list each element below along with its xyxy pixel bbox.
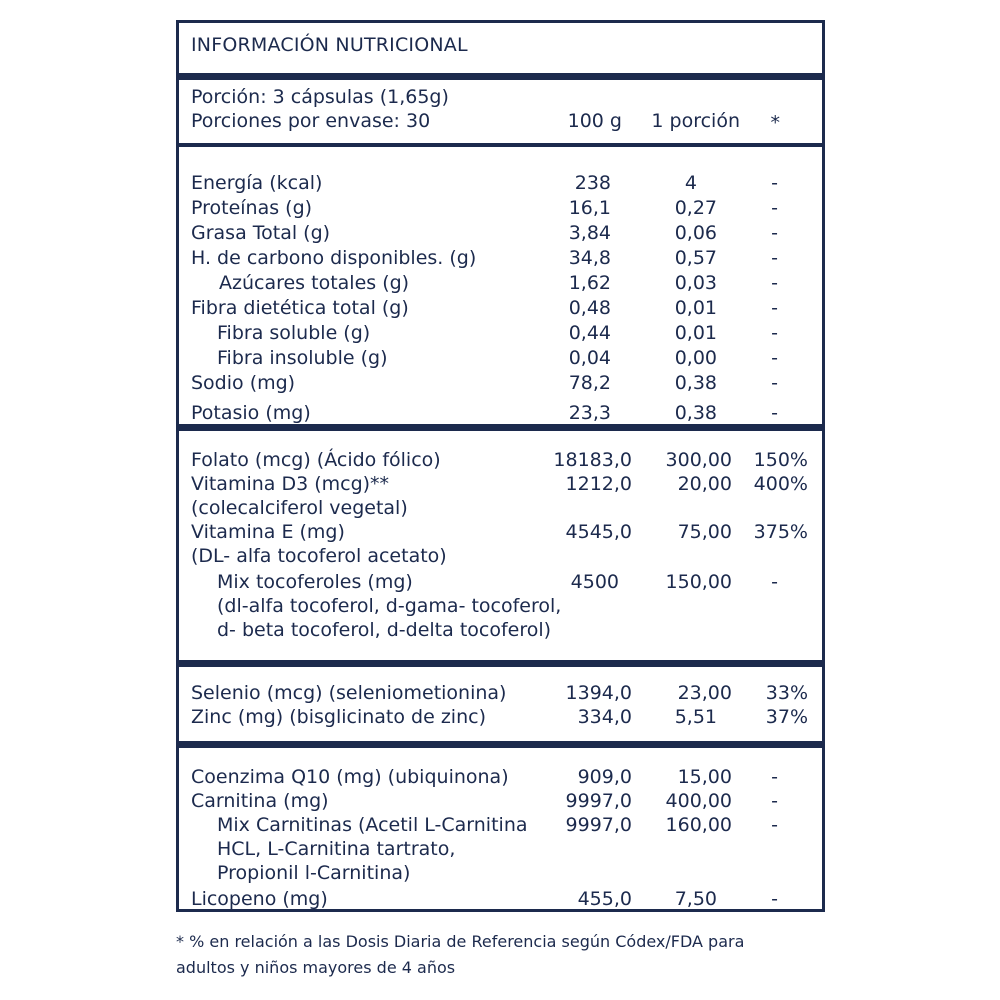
nutrient-label: Grasa Total (g) — [191, 222, 331, 244]
value-per-portion: 400,00 — [665, 790, 732, 812]
daily-value-percent: - — [771, 372, 778, 394]
panel-title: INFORMACIÓN NUTRICIONAL — [191, 34, 468, 56]
value-per-100g: 9997,0 — [565, 814, 632, 836]
value-per-100g: 18183,0 — [553, 449, 632, 471]
nutrient-label: Fibra soluble (g) — [217, 322, 371, 344]
value-per-portion: 15,00 — [677, 766, 732, 788]
value-per-100g: 1212,0 — [565, 473, 632, 495]
daily-value-percent: - — [771, 172, 778, 194]
value-per-portion: 0,01 — [674, 297, 717, 319]
daily-value-percent: - — [771, 402, 778, 424]
value-per-100g: 4500 — [570, 571, 619, 593]
column-header-daily-value: * — [770, 112, 780, 134]
column-header-100g: 100 g — [567, 110, 622, 132]
nutrient-label: Fibra insoluble (g) — [217, 347, 388, 369]
value-per-portion: 5,51 — [674, 706, 717, 728]
footnote-line-2: adultos y niños mayores de 4 años — [176, 958, 456, 977]
column-header-portion: 1 porción — [651, 110, 740, 132]
nutrient-label: Potasio (mg) — [191, 402, 311, 424]
section-divider — [179, 73, 822, 80]
value-per-100g: 4545,0 — [565, 521, 632, 543]
value-per-portion: 300,00 — [665, 449, 732, 471]
nutrient-label: Coenzima Q10 (mg) (ubiquinona) — [191, 766, 509, 788]
value-per-100g: 238 — [574, 172, 611, 194]
daily-value-percent: - — [771, 197, 778, 219]
nutrient-label: (DL- alfa tocoferol acetato) — [191, 545, 447, 567]
value-per-100g: 16,1 — [568, 197, 611, 219]
value-per-portion: 0,03 — [674, 272, 717, 294]
value-per-100g: 1,62 — [568, 272, 611, 294]
value-per-portion: 7,50 — [674, 888, 717, 910]
nutrient-label: Carnitina (mg) — [191, 790, 329, 812]
value-per-portion: 4 — [684, 172, 697, 194]
nutrient-label: Folato (mcg) (Ácido fólico) — [191, 449, 441, 471]
daily-value-percent: - — [771, 247, 778, 269]
value-per-portion: 0,27 — [674, 197, 717, 219]
servings-per-container: Porciones por envase: 30 — [191, 110, 431, 132]
serving-size: Porción: 3 cápsulas (1,65g) — [191, 86, 449, 108]
daily-value-percent: 400% — [753, 473, 808, 495]
daily-value-percent: - — [771, 297, 778, 319]
section-divider — [179, 660, 822, 667]
value-per-100g: 0,04 — [568, 347, 611, 369]
value-per-100g: 3,84 — [568, 222, 611, 244]
value-per-100g: 23,3 — [568, 402, 611, 424]
section-divider — [179, 741, 822, 748]
nutrient-label: Sodio (mg) — [191, 372, 296, 394]
value-per-portion: 150,00 — [665, 571, 732, 593]
nutrient-label: Azúcares totales (g) — [219, 272, 410, 294]
daily-value-percent: 375% — [753, 521, 808, 543]
value-per-portion: 20,00 — [677, 473, 732, 495]
value-per-portion: 75,00 — [677, 521, 732, 543]
daily-value-percent: - — [771, 571, 778, 593]
value-per-100g: 909,0 — [577, 766, 632, 788]
daily-value-percent: - — [771, 790, 778, 812]
nutrient-label: (dl-alfa tocoferol, d-gama- tocoferol, — [217, 595, 562, 617]
nutrient-label: Zinc (mg) (bisglicinato de zinc) — [191, 706, 486, 728]
daily-value-percent: - — [771, 322, 778, 344]
value-per-portion: 0,01 — [674, 322, 717, 344]
value-per-portion: 23,00 — [677, 682, 732, 704]
daily-value-percent: - — [771, 766, 778, 788]
nutrient-label: Licopeno (mg) — [191, 888, 328, 910]
value-per-portion: 160,00 — [665, 814, 732, 836]
value-per-portion: 0,38 — [674, 372, 717, 394]
daily-value-percent: - — [771, 272, 778, 294]
value-per-100g: 34,8 — [568, 247, 611, 269]
daily-value-percent: 33% — [765, 682, 808, 704]
nutrient-label: HCL, L-Carnitina tartrato, — [217, 838, 456, 860]
value-per-portion: 0,00 — [674, 347, 717, 369]
value-per-100g: 9997,0 — [565, 790, 632, 812]
daily-value-percent: 150% — [753, 449, 808, 471]
nutrient-label: d- beta tocoferol, d-delta tocoferol) — [217, 619, 552, 641]
value-per-100g: 334,0 — [577, 706, 632, 728]
section-divider — [179, 143, 822, 147]
nutrient-label: Fibra dietética total (g) — [191, 297, 409, 319]
nutrient-label: Propionil l-Carnitina) — [217, 862, 411, 884]
nutrient-label: Vitamina D3 (mcg)** — [191, 473, 390, 495]
nutrient-label: Mix Carnitinas (Acetil L-Carnitina — [217, 814, 528, 836]
nutrient-label: (colecalciferol vegetal) — [191, 497, 408, 519]
value-per-portion: 0,06 — [674, 222, 717, 244]
daily-value-percent: - — [771, 888, 778, 910]
nutrition-facts-panel — [176, 20, 825, 912]
value-per-100g: 78,2 — [568, 372, 611, 394]
nutrient-label: H. de carbono disponibles. (g) — [191, 247, 477, 269]
daily-value-percent: 37% — [765, 706, 808, 728]
section-divider — [179, 424, 822, 431]
value-per-100g: 0,48 — [568, 297, 611, 319]
daily-value-percent: - — [771, 222, 778, 244]
footnote-line-1: * % en relación a las Dosis Diaria de Referencia según Códex/FDA para — [176, 932, 745, 951]
nutrient-label: Proteínas (g) — [191, 197, 313, 219]
value-per-100g: 1394,0 — [565, 682, 632, 704]
nutrient-label: Mix tocoferoles (mg) — [217, 571, 413, 593]
nutrient-label: Selenio (mcg) (seleniometionina) — [191, 682, 507, 704]
value-per-portion: 0,57 — [674, 247, 717, 269]
daily-value-percent: - — [771, 347, 778, 369]
value-per-portion: 0,38 — [674, 402, 717, 424]
value-per-100g: 0,44 — [568, 322, 611, 344]
nutrient-label: Vitamina E (mg) — [191, 521, 345, 543]
daily-value-percent: - — [771, 814, 778, 836]
value-per-100g: 455,0 — [577, 888, 632, 910]
nutrient-label: Energía (kcal) — [191, 172, 323, 194]
